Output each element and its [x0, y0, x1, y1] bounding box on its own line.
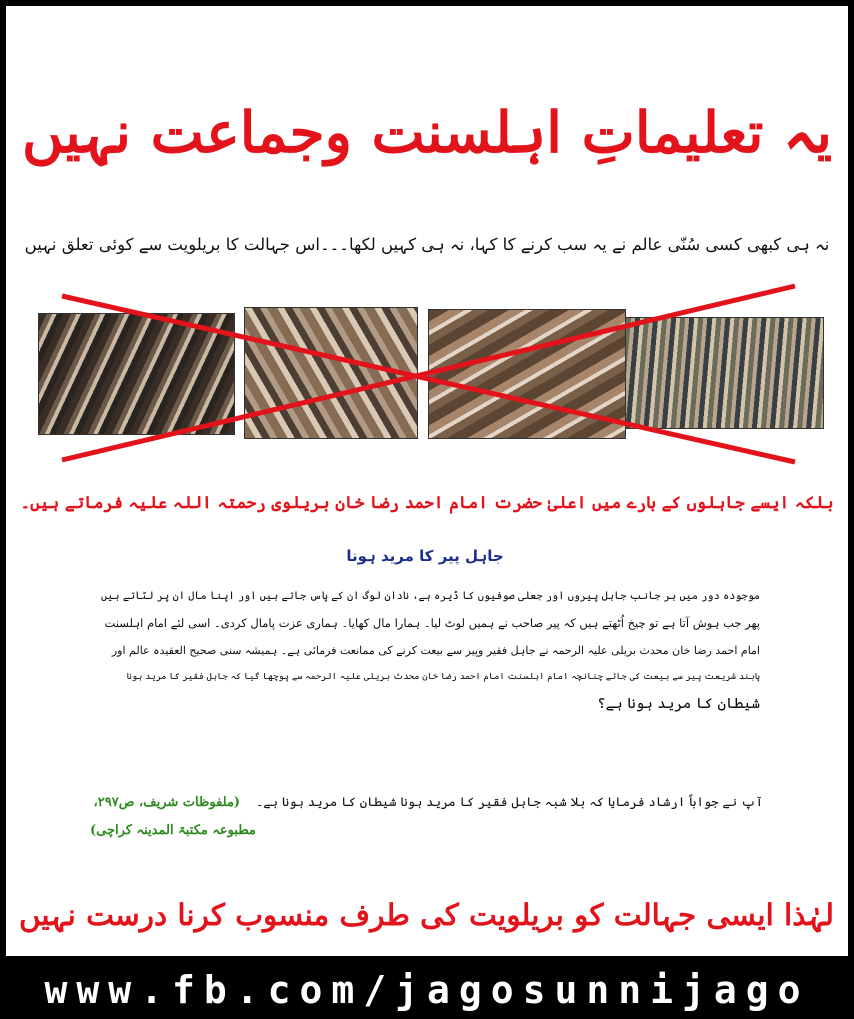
conclusion-text: لہٰذا ایسی جہالت کو بریلویت کی طرف منسوب کرنا درست نہیں: [18, 897, 834, 932]
musicians-photo: [244, 307, 418, 439]
poster-title: یہ تعلیماتِ اہلسنت وجماعت نہیں: [22, 100, 832, 166]
scan-answer-row: [95, 787, 763, 817]
scan-reference: (ملفوظات شریف، ص۲۹۷،: [93, 795, 241, 810]
footer-url[interactable]: www.fb.com/jagosunnijago: [44, 968, 810, 1012]
red-statement: بلکہ ایسے جاہلوں کے بارے میں اعلیٰ حضرت امام احمد رضا خان بریلوی رحمتہ اللہ علیہ فرماتے ہیں۔: [20, 493, 834, 512]
scan-line: موجودہ دور میں ہر جانب جاہل پیروں اور جعلی صوفیوں کا ڈیرہ ہے، نادان لوگ ان کے پاس جاتے ہیں اور اپنا مال ان پر لٹاتے ہیں: [101, 590, 760, 602]
poster-subtitle: نہ ہی کبھی کسی سُنّی عالم نے یہ سب کرنے کا کہا، نہ ہی کہیں لکھا۔۔۔اس جہالت کا بریلویت سے کوئی تعلق نہیں: [24, 235, 830, 254]
scan-publisher: مطبوعہ مکتبۃ المدینہ کراچی): [90, 823, 256, 838]
large-crowd-photo: [625, 317, 824, 429]
scan-body: [95, 583, 760, 718]
scan-line: پھر جب ہوش آتا ہے تو چیخ اُٹھتے ہیں کہ پیر صاحب نے ہمیں لوٹ لیا۔ ہمارا مال کھایا۔ ہماری عزت پامال کردی۔ اسی لئے امام اہلسنت: [104, 616, 760, 630]
footer-url-bar: [0, 962, 854, 1019]
floor-ritual-photo: [428, 309, 626, 439]
photo-strip: [38, 305, 822, 440]
scan-line: شیطان کا مرید ہونا ہے؟: [597, 696, 760, 712]
scan-line: پابند شریعت پیر سے بیعت کی جائے چنانچہ امام اہلسنت امام احمد رضا خان محدث بریلی علیہ الرحمہ سے پوچھا گیا کہ جاہل فقیر کا مرید ہونا: [126, 672, 760, 682]
scan-heading: جاہل پیر کا مرید ہونا: [346, 547, 504, 565]
crowd-dancing-photo: [38, 313, 235, 435]
scan-line: امام احمد رضا خان محدث بریلی علیہ الرحمہ نے جاہل فقیر وپیر سے بیعت کرنے کی ممانعت فرمائی ہے۔ ہمیشہ سنی صحیح العقیدہ عالم اور: [111, 644, 760, 657]
scan-answer: آپ نے جواباً ارشاد فرمایا کہ بلا شبہ جاہل فقیر کا مرید ہونا شیطان کا مرید ہونا ہے۔: [255, 794, 763, 809]
